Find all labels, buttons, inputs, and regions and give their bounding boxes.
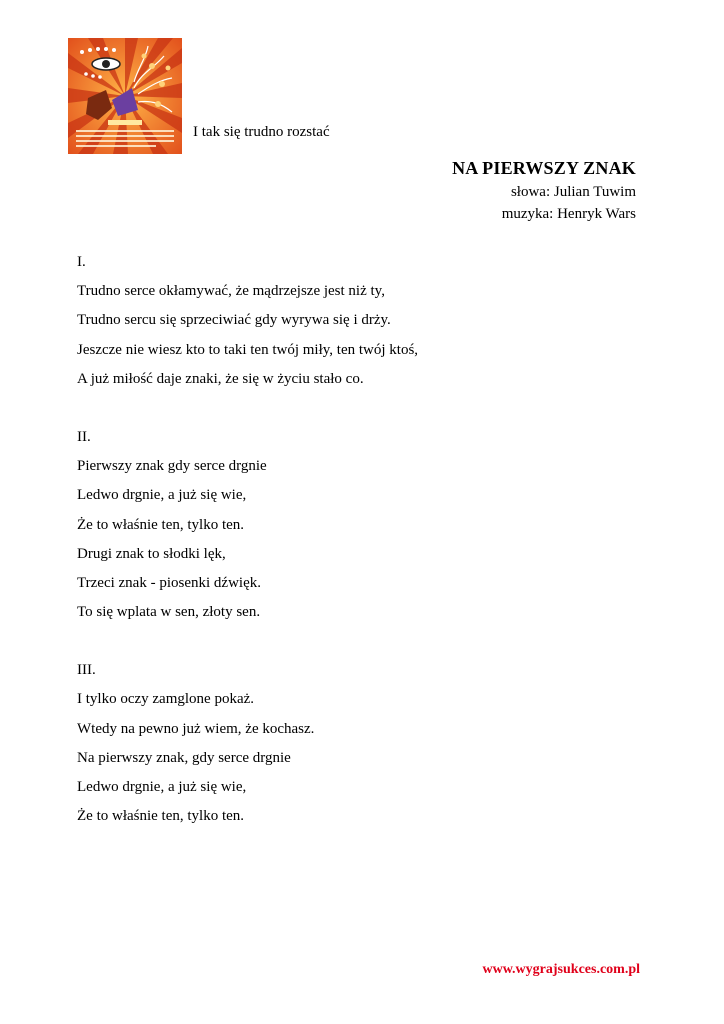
lyric-line: Ledwo drgnie, a już się wie, [77,487,247,504]
lyric-line: Wtedy na pewno już wiem, że kochasz. [77,720,315,737]
lyric-line: A już miłość daje znaki, że się w życiu stało co. [77,370,364,387]
website-link[interactable]: www.wygrajsukces.com.pl [482,962,640,977]
stanza-label: II. [77,428,91,445]
song-title: NA PIERWSZY ZNAK [452,158,636,178]
lyric-line: Ledwo drgnie, a już się wie, [77,779,247,795]
lyrics-body [77,248,418,860]
lyric-line: To się wplata w sen, złoty sen. [77,604,261,621]
lyric-line: Na pierwszy znak, gdy serce drgnie [77,749,291,766]
stanza-1 [77,248,418,394]
lyric-line: Pierwszy znak gdy serce drgnie [77,458,267,475]
lyric-line: Że to właśnie ten, tylko ten. [77,808,245,825]
lyric-line: Trudno sercu się sprzeciwiać gdy wyrywa się i drży. [77,312,391,329]
lyric-line: Trudno serce okłamywać, że mądrzejsze jest niż ty, [77,283,385,300]
lyric-line: Drugi znak to słodki lęk, [77,545,226,562]
lyric-line: Jeszcze nie wiesz kto to taki ten twój miły, ten twój ktoś, [77,341,419,358]
stanza-3 [77,656,418,831]
album-title: I tak się trudno rozstać [193,124,330,140]
lyric-line: Że to właśnie ten, tylko ten. [77,516,245,533]
lyric-line: I tylko oczy zamglone pokaż. [77,691,255,708]
composer-credit: muzyka: Henryk Wars [501,206,636,222]
lyric-line: Trzeci znak - piosenki dźwięk. [77,574,261,591]
stanza-2 [77,423,418,627]
album-cover-image [68,38,182,154]
lyrics-author-credit: słowa: Julian Tuwim [510,184,636,200]
stanza-label: I. [77,254,86,270]
stanza-label: III. [77,662,96,679]
